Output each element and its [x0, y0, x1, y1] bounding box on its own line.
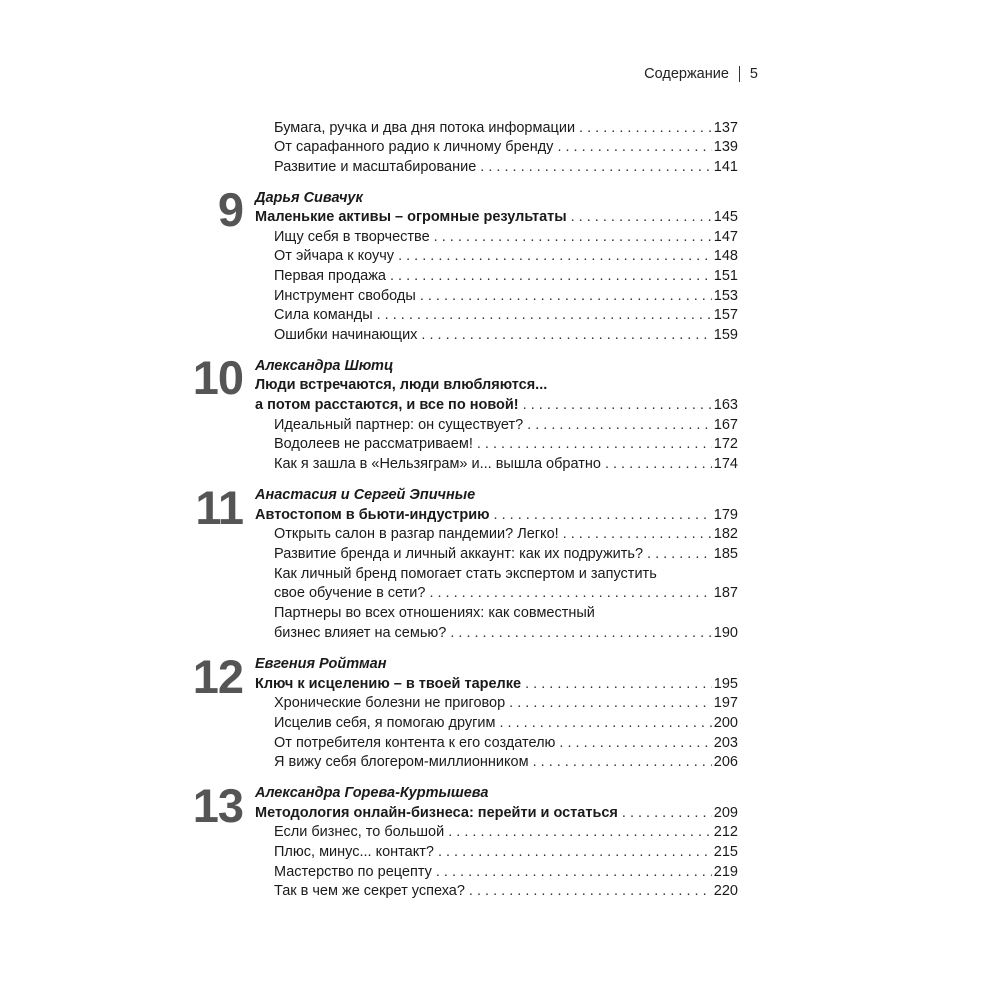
toc-entry-title: Сила команды [274, 307, 373, 323]
dot-leader [557, 137, 711, 157]
dot-leader [450, 623, 711, 643]
toc-entry-title: Я вижу себя блогером-миллионником [274, 754, 529, 770]
chapter-number: 9 [217, 183, 243, 236]
toc-entry-title: Как личный бренд помогает стать экспертом и запустить [274, 566, 657, 582]
toc-entry[interactable] [274, 752, 738, 772]
dot-leader [622, 803, 712, 823]
toc-entry-title: Если бизнес, то большой [274, 824, 445, 840]
dot-leader [480, 157, 712, 177]
dot-leader [571, 207, 712, 227]
chapter-number: 12 [192, 650, 243, 703]
dot-leader [563, 524, 712, 544]
dot-leader [377, 305, 712, 325]
toc-entry[interactable] [274, 583, 738, 603]
chapter-author: Александра Горева-Куртышева [255, 785, 489, 801]
toc-entry-page: 148 [713, 248, 738, 264]
dot-leader [559, 733, 711, 753]
toc-entry-page: 185 [713, 546, 738, 562]
dot-leader [509, 693, 712, 713]
toc-entry-title: Водолеев не рассматриваем! [274, 436, 473, 452]
running-head-title: Содержание [644, 66, 729, 82]
toc-entry-title: бизнес влияет на семью? [274, 625, 447, 641]
toc-entry-page: 139 [713, 139, 738, 155]
toc-entry[interactable] [274, 137, 738, 157]
toc-entry-title: Партнеры во всех отношениях: как совместный [274, 605, 595, 621]
toc-entry[interactable] [274, 623, 738, 643]
toc-entry-title: Мастерство по рецепту [274, 864, 432, 880]
chapter-title: Люди встречаются, люди влюбляются... [255, 377, 548, 393]
chapter-title: Автостопом в бьюти-индустрию [255, 507, 490, 523]
toc-entry-title: Бумага, ручка и два дня потока информации [274, 120, 576, 136]
dot-leader [420, 286, 712, 306]
dot-leader [448, 822, 712, 842]
toc-entry-title: Плюс, минус... контакт? [274, 844, 434, 860]
toc-entry[interactable] [274, 118, 738, 138]
toc-entry[interactable] [274, 564, 657, 584]
toc-entry-title: От эйчара к коучу [274, 248, 395, 264]
toc-entry[interactable] [274, 415, 738, 435]
dot-leader [434, 227, 712, 247]
toc-entry[interactable] [274, 434, 738, 454]
toc-entry-page: 174 [713, 456, 738, 472]
dot-leader [533, 752, 712, 772]
toc-entry-page: 220 [713, 883, 738, 899]
dot-leader [605, 454, 712, 474]
toc-entry-title: Хронические болезни не приговор [274, 695, 506, 711]
toc-entry[interactable] [274, 266, 738, 286]
dot-leader [429, 583, 711, 603]
dot-leader [436, 862, 712, 882]
toc-entry-title: Исцелив себя, я помогаю другим [274, 715, 496, 731]
toc-entry-page: 151 [713, 268, 738, 284]
toc-entry-title: Открыть салон в разгар пандемии? Легко! [274, 526, 559, 542]
chapter-author: Анастасия и Сергей Эпичные [255, 487, 476, 503]
toc-entry-page: 182 [713, 526, 738, 542]
chapter-title: Методология онлайн-бизнеса: перейти и остаться [255, 805, 618, 821]
toc-entry[interactable] [274, 246, 738, 266]
chapter-number: 13 [192, 779, 243, 832]
page-number: 5 [749, 66, 758, 82]
toc-entry-page: 167 [713, 417, 738, 433]
toc-entry-title: Ищу себя в творчестве [274, 229, 430, 245]
toc-entry-title: Развитие бренда и личный аккаунт: как их подружить? [274, 546, 644, 562]
toc-entry[interactable] [274, 693, 738, 713]
chapter-title-entry[interactable] [255, 375, 547, 395]
toc-entry-page: 147 [713, 229, 738, 245]
chapter-title-entry[interactable] [255, 207, 738, 227]
dot-leader [390, 266, 712, 286]
chapter-title-entry[interactable] [255, 395, 738, 415]
chapter-author: Евгения Ройтман [255, 656, 387, 672]
dot-leader [525, 674, 712, 694]
toc-entry[interactable] [274, 524, 738, 544]
toc-entry-title: Первая продажа [274, 268, 386, 284]
toc-entry[interactable] [274, 544, 738, 564]
toc-entry-page: 195 [713, 676, 738, 692]
toc-entry-page: 159 [713, 327, 738, 343]
chapter-number: 10 [192, 351, 243, 404]
toc-entry-title: Инструмент свободы [274, 288, 416, 304]
chapter-title-entry[interactable] [255, 674, 738, 694]
toc-entry[interactable] [274, 603, 595, 623]
toc-entry-page: 141 [713, 159, 738, 175]
dot-leader [438, 842, 712, 862]
toc-entry-page: 206 [713, 754, 738, 770]
toc-entry-page: 157 [713, 307, 738, 323]
toc-entry-title: свое обучение в сети? [274, 585, 426, 601]
toc-entry-title: Идеальный партнер: он существует? [274, 417, 524, 433]
toc-entry[interactable] [274, 862, 738, 882]
dot-leader [421, 325, 711, 345]
dot-leader [477, 434, 712, 454]
dot-leader [469, 881, 712, 901]
toc-entry-page: 190 [713, 625, 738, 641]
chapter-title: Маленькие активы – огромные результаты [255, 209, 567, 225]
toc-entry-page: 212 [713, 824, 738, 840]
dot-leader [398, 246, 712, 266]
toc-entry[interactable] [274, 325, 738, 345]
toc-entry[interactable] [274, 881, 738, 901]
toc-entry-page: 219 [713, 864, 738, 880]
toc-entry[interactable] [274, 286, 738, 306]
chapter-number: 11 [195, 481, 243, 534]
toc-entry[interactable] [274, 822, 738, 842]
toc-entry-page: 172 [713, 436, 738, 452]
toc-entry-page: 179 [713, 507, 738, 523]
toc-entry-title: Развитие и масштабирование [274, 159, 477, 175]
toc-entry[interactable] [274, 842, 738, 862]
toc-entry-page: 145 [713, 209, 738, 225]
toc-entry[interactable] [274, 157, 738, 177]
dot-leader [523, 395, 712, 415]
dot-leader [499, 713, 711, 733]
toc-entry-page: 163 [713, 397, 738, 413]
chapter-title-entry[interactable] [255, 505, 738, 525]
chapter-title-entry[interactable] [255, 803, 738, 823]
toc-entry-title: Как я зашла в «Нельзяграм» и... вышла обратно [274, 456, 601, 472]
toc-entry-title: От сарафанного радио к личному бренду [274, 139, 554, 155]
chapter-title: а потом расстаются, и все по новой! [255, 397, 519, 413]
dot-leader [494, 505, 712, 525]
chapter-title: Ключ к исцелению – в твоей тарелке [255, 676, 522, 692]
toc-entry-page: 153 [713, 288, 738, 304]
toc-entry-page: 200 [713, 715, 738, 731]
toc-entry-page: 187 [713, 585, 738, 601]
dot-leader [647, 544, 712, 564]
dot-leader [527, 415, 712, 435]
toc-entry-title: От потребителя контента к его создателю [274, 735, 556, 751]
toc-entry-page: 197 [713, 695, 738, 711]
toc-entry-title: Ошибки начинающих [274, 327, 418, 343]
toc-entry-page: 203 [713, 735, 738, 751]
toc-entry[interactable] [274, 733, 738, 753]
toc-entry-page: 137 [713, 120, 738, 136]
chapter-author: Дарья Сивачук [255, 190, 363, 206]
toc-entry[interactable] [274, 227, 738, 247]
toc-entry-page: 209 [713, 805, 738, 821]
toc-entry-page: 215 [713, 844, 738, 860]
toc-entry-title: Так в чем же секрет успеха? [274, 883, 465, 899]
chapter-author: Александра Шютц [255, 358, 394, 374]
dot-leader [579, 118, 712, 138]
toc-entry[interactable] [274, 454, 738, 474]
toc-entry[interactable] [274, 713, 738, 733]
toc-entry[interactable] [274, 305, 738, 325]
